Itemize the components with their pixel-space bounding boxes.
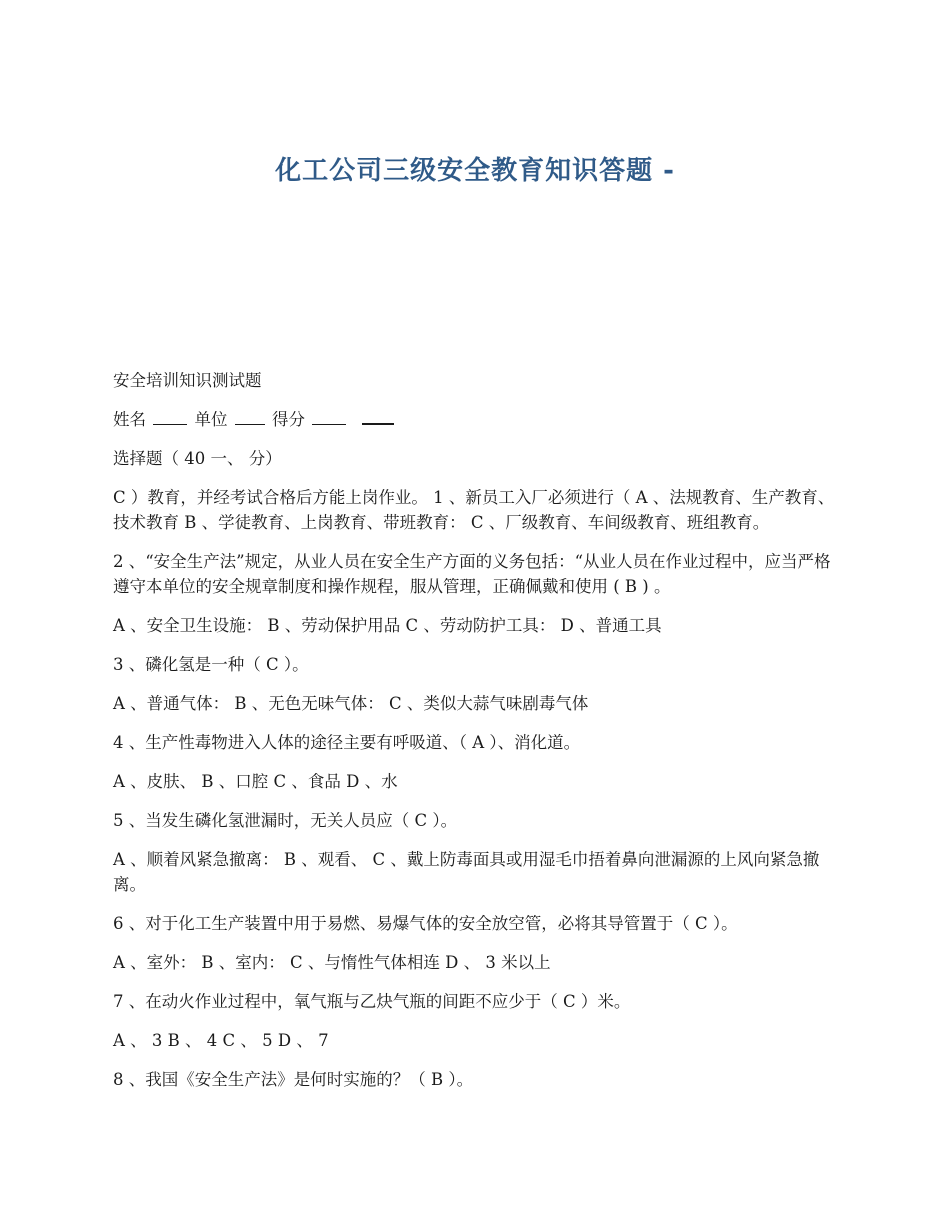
paragraph: A 、室外： B 、室内： C 、与惰性气体相连 D 、 3 米以上 [113,953,551,972]
paragraph: 5 、当发生磷化氢泄漏时，无关人员应（ C ）。 [113,811,458,830]
section-heading: 选择题（ 40 一、 分） [113,449,282,468]
paragraph: 7 、在动火作业过程中，氧气瓶与乙炔气瓶的间距不应少于（ C ）米。 [113,992,631,1011]
paragraph: A 、安全卫生设施： B 、劳动保护用品 C 、劳动防护工具： D 、普通工具 [113,616,662,635]
score-blank [312,408,346,425]
paragraph: 4 、生产性毒物进入人体的途径主要有呼吸道、（ A ）、消化道。 [113,733,581,752]
paragraph: 3 、磷化氢是一种（ C ）。 [113,655,309,674]
score-label: 得分 [272,410,305,429]
info-line [113,407,838,432]
unit-blank [235,408,265,425]
page-title: 化工公司三级安全教育知识答题 - [275,156,675,186]
paragraph: A 、顺着风紧急撤离： B 、观看、 C 、戴上防毒面具或用湿毛巾捂着鼻向泄漏源的上风向紧急撤离。 [113,850,820,894]
paragraph: 8 、我国《安全生产法》是何时实施的？（ B ）。 [113,1070,474,1089]
name-label: 姓名 [113,410,146,429]
name-blank [153,408,187,425]
rule-mark [362,411,394,425]
unit-label: 单位 [194,410,228,429]
test-subtitle: 安全培训知识测试题 [113,371,262,390]
paragraph: A 、皮肤、 B 、口腔 C 、食品 D 、水 [113,772,398,791]
paragraph: C ）教育，并经考试合格后方能上岗作业。 1 、新员工入厂必须进行（ A 、法规教育、生产教育、技术教育 B 、学徒教育、上岗教育、带班教育： C 、厂级教育、车间级教育、班组教育。 [113,488,835,532]
paragraph: 2 、“安全生产法”规定，从业人员在安全生产方面的义务包括：“从业人员在作业过程中，应当严格遵守本单位的安全规章制度和操作规程，服从管理，正确佩戴和使用 ( B ) 。 [113,552,831,596]
paragraph: A 、 3 B 、 4 C 、 5 D 、 7 [113,1031,329,1050]
paragraph: 6 、对于化工生产装置中用于易燃、易爆气体的安全放空管，必将其导管置于（ C ）。 [113,914,738,933]
document-body [113,368,838,1106]
paragraph: A 、普通气体： B 、无色无味气体： C 、类似大蒜气味剧毒气体 [113,694,589,713]
